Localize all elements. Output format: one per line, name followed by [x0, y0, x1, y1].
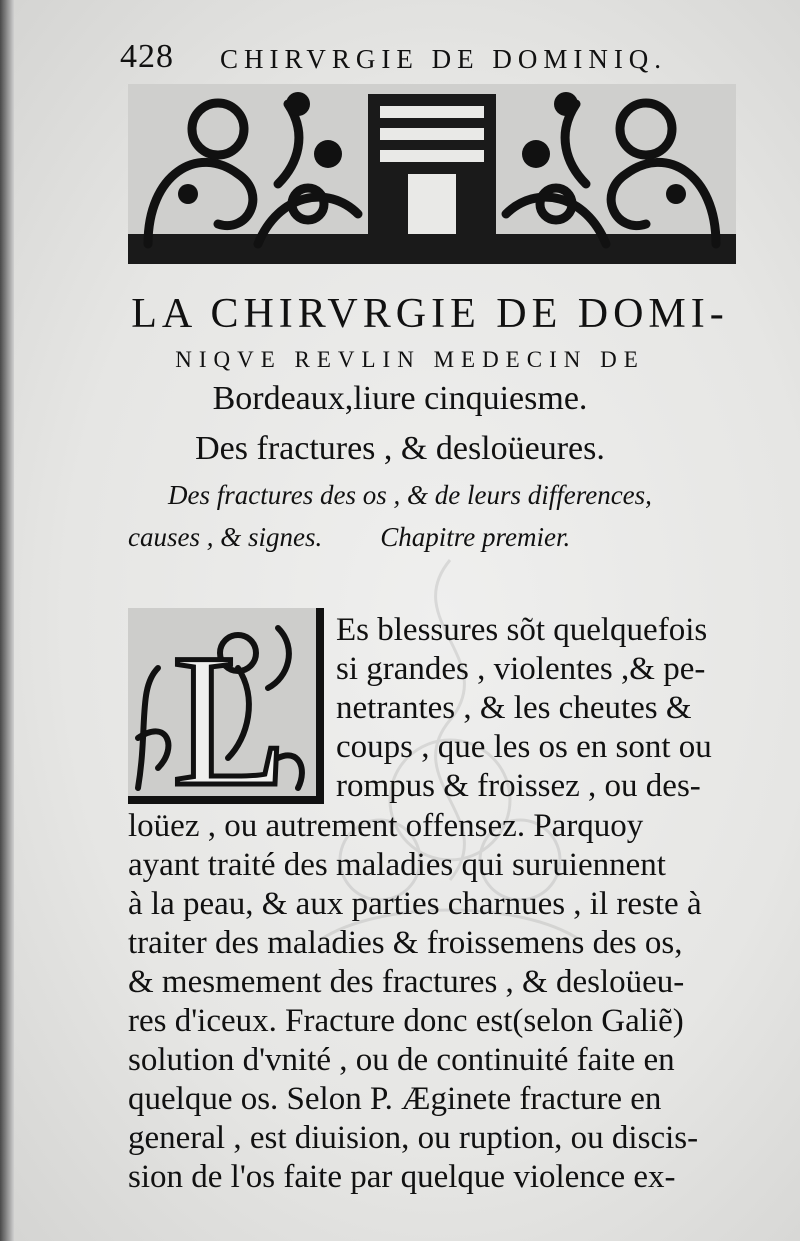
body-line: & mesmement des fractures , & desloüeu- — [128, 964, 685, 1000]
page-number: 428 — [120, 38, 174, 75]
body-line: solution d'vnité , ou de continuité faite en — [128, 1042, 675, 1078]
body-line: rompus & froissez , ou des- — [336, 768, 701, 804]
body-line: general , est diuision, ou ruption, ou discis- — [128, 1120, 699, 1156]
page-gutter — [0, 0, 14, 1241]
body-line: res d'iceux. Fracture donc est(selon Galiẽ) — [128, 1003, 684, 1039]
body-line: traiter des maladies & froissemens des os, — [128, 925, 683, 961]
book-title-line-2: NIQVE REVLIN MEDECIN DE — [175, 347, 645, 372]
chapter-heading-line-1: Des fractures des os , & de leurs differences, — [168, 480, 652, 510]
body-line: ayant traité des maladies qui suruiennent — [128, 847, 666, 883]
woodcut-decorated-initial-icon — [128, 608, 324, 804]
woodcut-headpiece-ornament-icon — [128, 84, 736, 264]
running-title: CHIRVRGIE DE DOMINIQ. — [220, 44, 668, 74]
chapter-number: Chapitre premier. — [380, 522, 571, 552]
body-line: coups , que les os en sont ou — [336, 729, 712, 765]
body-line: à la peau, & aux parties charnues , il reste à — [128, 886, 702, 922]
body-line: sion de l'os faite par quelque violence ex- — [128, 1159, 676, 1195]
dropcap-letter: L — [172, 616, 289, 804]
book-title-line-1: LA CHIRVRGIE DE DOMI- — [131, 291, 729, 337]
chapter-heading-causes: causes , & signes. — [128, 522, 323, 552]
body-line: netrantes , & les cheutes & — [336, 690, 692, 726]
running-header — [120, 32, 720, 82]
body-line: si grandes , violentes ,& pe- — [336, 651, 706, 687]
body-line: loüez , ou autrement offensez. Parquoy — [128, 808, 644, 844]
book-title-line-3: Bordeaux,liure cinquiesme. — [212, 380, 588, 417]
chapter-heading-line-2 — [128, 522, 570, 553]
section-title: Des fractures , & desloüeures. — [195, 430, 605, 467]
body-line: quelque os. Selon P. Æginete fracture en — [128, 1081, 662, 1117]
body-line: Es blessures sõt quelquefois — [336, 612, 708, 648]
